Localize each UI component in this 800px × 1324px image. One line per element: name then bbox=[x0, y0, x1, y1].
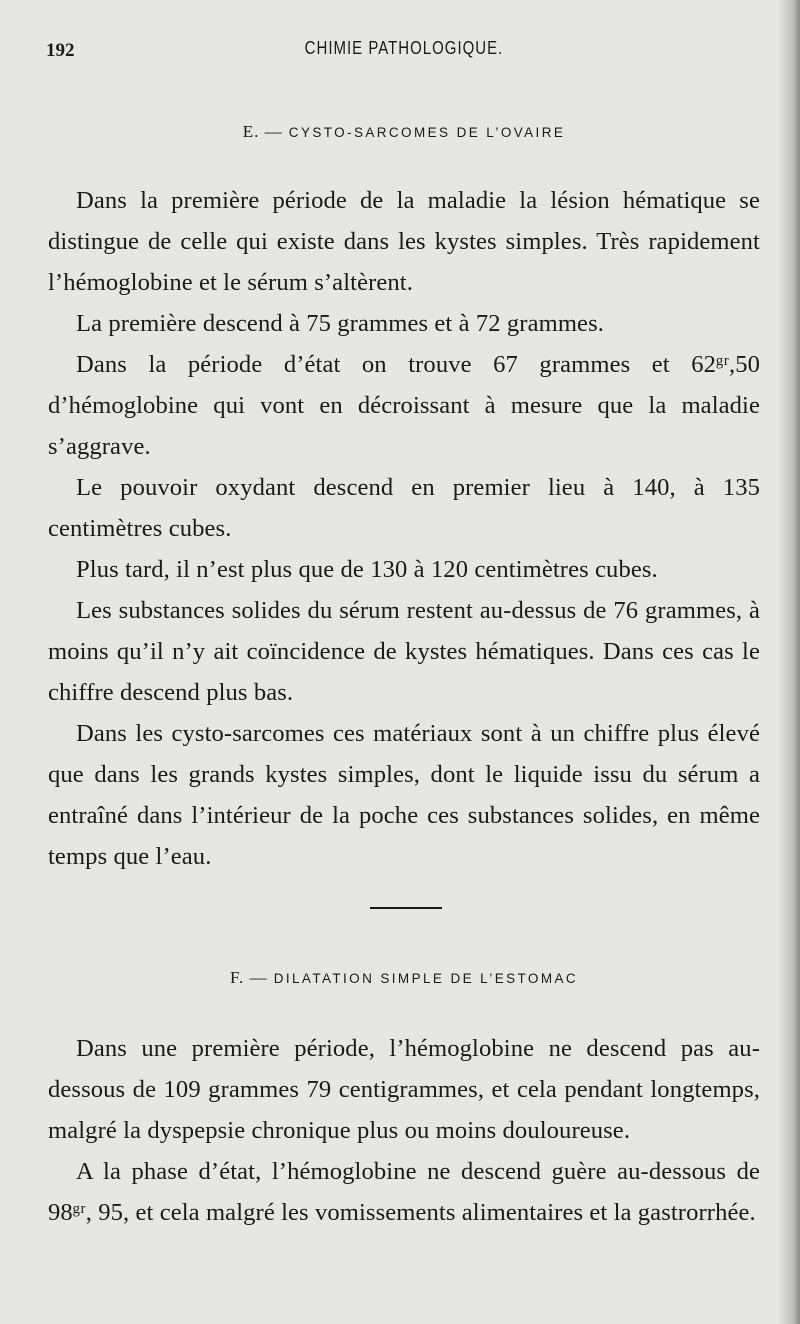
page-header bbox=[46, 40, 762, 64]
paragraph: Dans les cysto-sarcomes ces matériaux sont à un chiffre plus élevé que dans les grands kystes simples, dont le liquide issu du sérum a entraîné dans l’intérieur de la poche ces substances solides, en même temps que l’eau. bbox=[48, 720, 760, 870]
section-letter-f: F. — bbox=[229, 968, 268, 987]
section-heading-e bbox=[46, 122, 762, 142]
paragraph: Le pouvoir oxydant descend en premier lieu à 140, à 135 centimètres cubes. bbox=[48, 474, 760, 542]
section-letter-e: E. — bbox=[242, 122, 283, 141]
paragraph: Plus tard, il n’est plus que de 130 à 120 centimètres cubes. bbox=[76, 556, 658, 583]
page-edge-shadow bbox=[778, 0, 800, 1324]
paragraph: Les substances solides du sérum restent au-dessus de 76 grammes, à moins qu’il n’y ait coïncidence de kystes hématiques. Dans ces cas le chiffre descend plus bas. bbox=[48, 597, 760, 706]
section-heading-f bbox=[46, 968, 762, 988]
section-title-f: DILATATION SIMPLE DE L’ESTOMAC bbox=[273, 971, 579, 986]
paragraph: La première descend à 75 grammes et à 72 grammes. bbox=[76, 310, 604, 337]
paragraph: Dans la première période de la maladie la lésion hématique se distingue de celle qui existe dans les kystes simples. Très rapidement l’hémoglobine et le sérum s’altèrent. bbox=[48, 187, 760, 296]
paragraph: A la phase d’état, l’hémoglobine ne descend guère au-dessous de 98ᵍʳ, 95, et cela malgré les vomissements alimentaires et la gastrorrhée. bbox=[48, 1158, 760, 1226]
paragraph: Dans la période d’état on trouve 67 grammes et 62ᵍʳ,50 d’hémoglobine qui vont en décroissant à mesure que la maladie s’aggrave. bbox=[48, 351, 760, 460]
running-title: CHIMIE PATHOLOGIQUE. bbox=[304, 38, 504, 59]
section-divider bbox=[370, 907, 442, 909]
section-f-body bbox=[48, 1028, 760, 1233]
section-title-e: CYSTO-SARCOMES DE L’OVAIRE bbox=[288, 125, 566, 140]
page-number: 192 bbox=[46, 40, 75, 61]
section-e-body bbox=[48, 180, 760, 877]
paragraph: Dans une première période, l’hémoglobine ne descend pas au-dessous de 109 grammes 79 centigrammes, et cela pendant longtemps, malgré la dyspepsie chronique plus ou moins douloureuse. bbox=[48, 1035, 760, 1144]
